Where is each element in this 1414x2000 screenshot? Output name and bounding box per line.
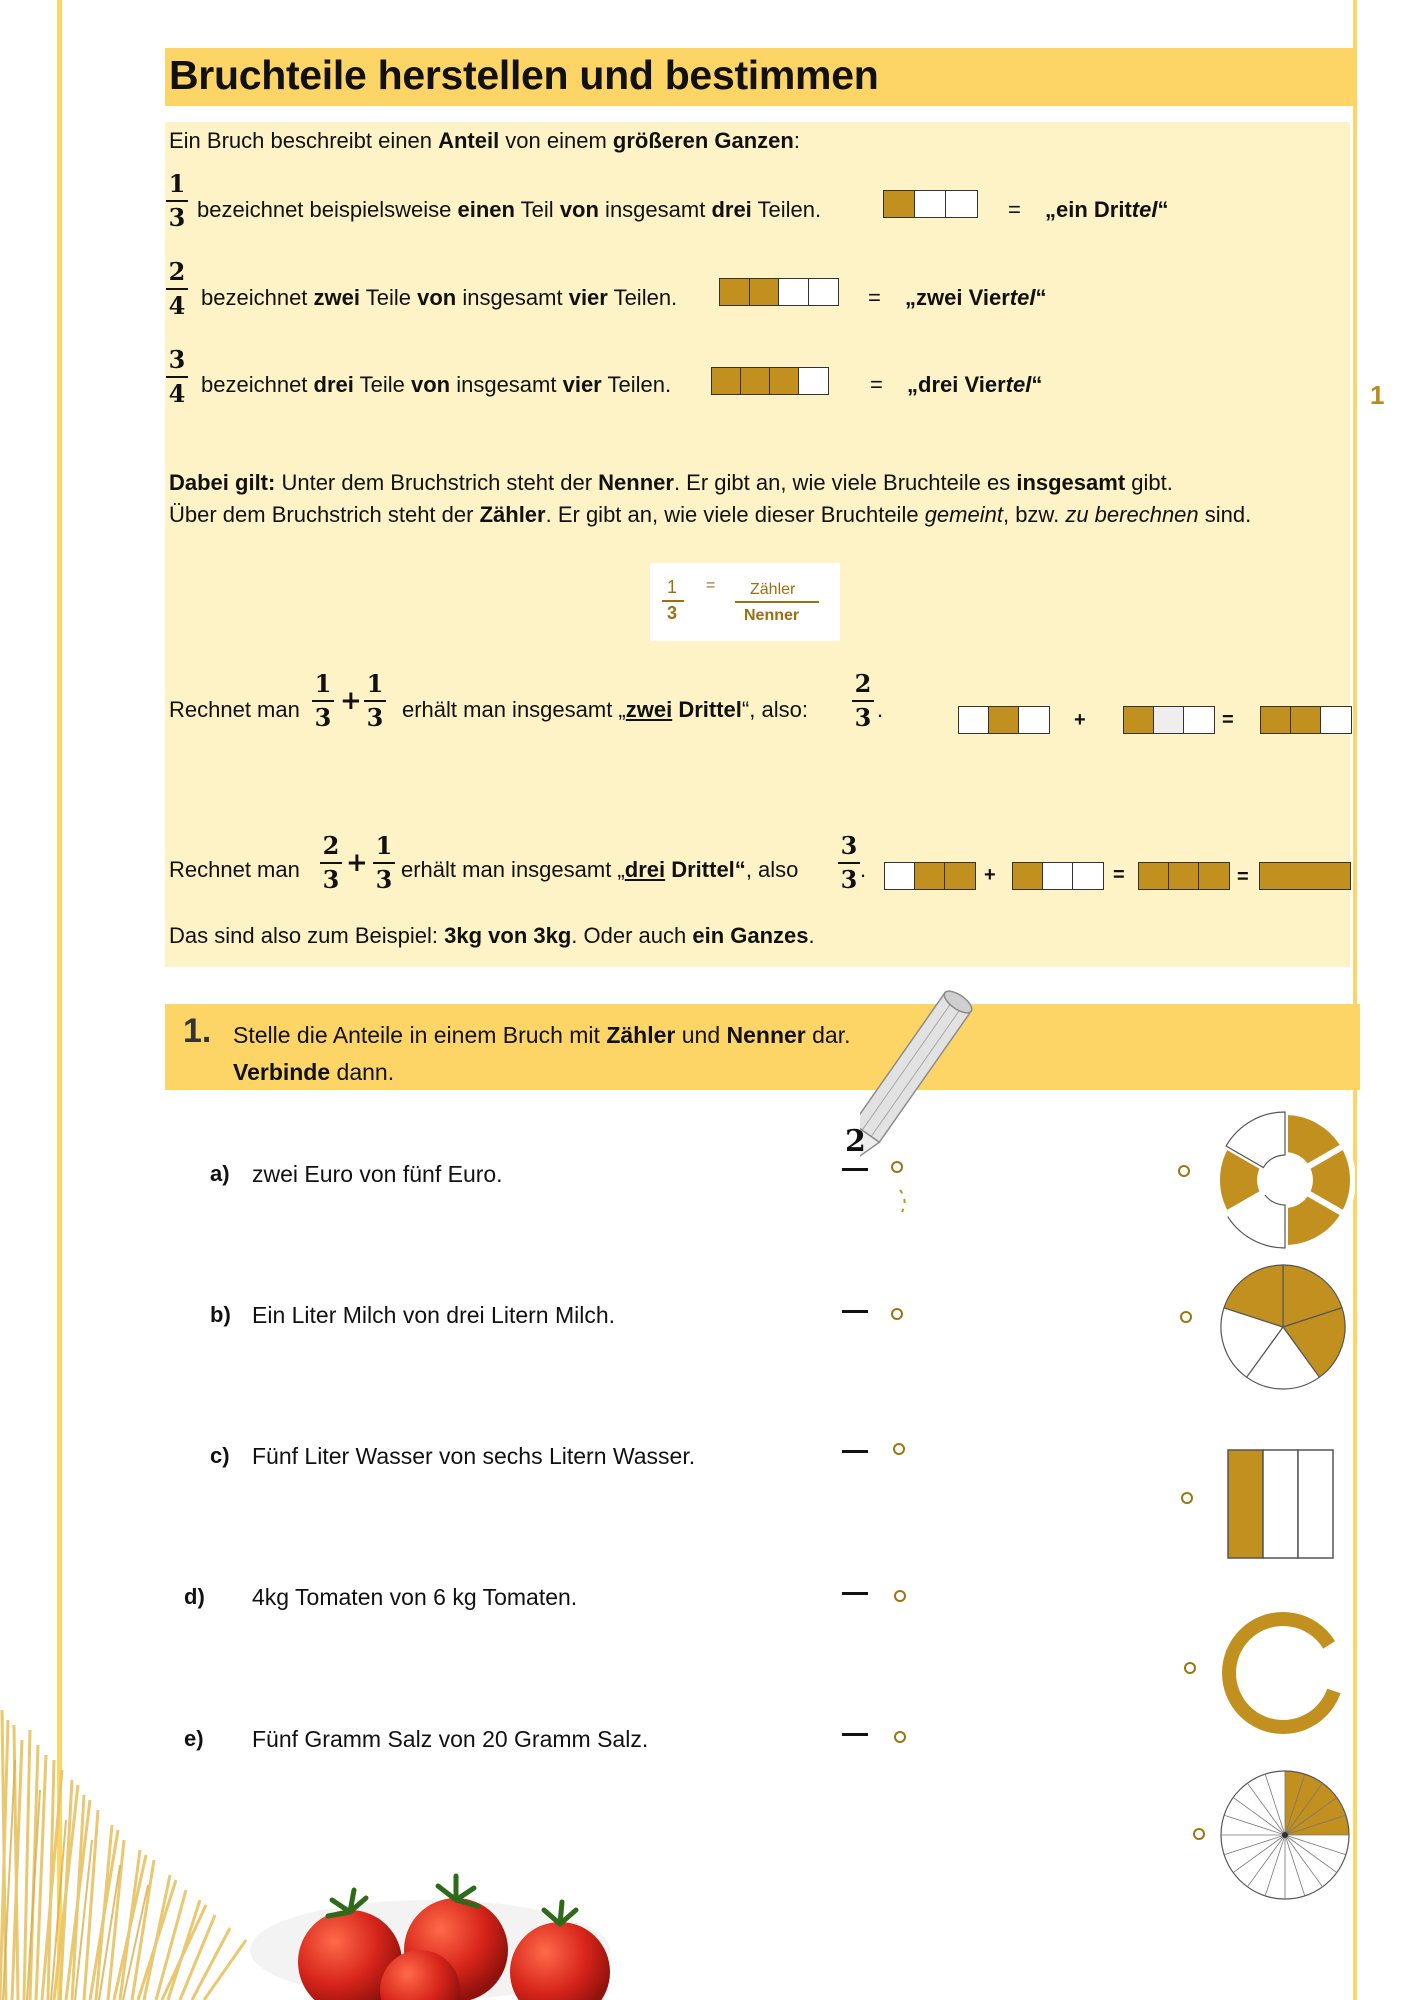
fraction-bar-1-3	[883, 190, 978, 218]
fraction-name-3: „drei Viertel“	[907, 372, 1043, 397]
connect-dot-b[interactable]	[891, 1308, 903, 1320]
bar-cell	[1139, 863, 1169, 889]
sum1-lead: Rechnet man	[169, 697, 300, 722]
item-text-a: zwei Euro von fünf Euro.	[252, 1161, 503, 1187]
example-text-2: bezeichnet zwei Teile von insgesamt vier Teilen.	[201, 285, 678, 310]
task-instruction-line2: Verbinde dann.	[233, 1059, 395, 1085]
fraction-name-1: „ein Drittel“	[1045, 197, 1169, 222]
bar-cell	[1199, 863, 1229, 889]
item-text-c: Fünf Liter Wasser von sechs Litern Wasser.	[252, 1443, 696, 1469]
pencil-icon	[860, 990, 1030, 1240]
example-fraction-1: 1 3	[166, 170, 188, 232]
fraction-bar-3-4	[711, 367, 829, 395]
sum2-fraction-b: 1 3	[373, 832, 395, 894]
formula-fraction-bar	[662, 600, 684, 602]
example-text-1: bezeichnet beispielsweise einen Teil von insgesamt drei Teilen.	[197, 197, 822, 222]
item-text-b: Ein Liter Milch von drei Litern Milch.	[252, 1302, 616, 1328]
answer-fraction-line-a[interactable]	[842, 1168, 868, 1171]
bar-cell	[915, 863, 945, 889]
bar-cell	[712, 368, 741, 394]
ring-sixths-shape	[1215, 1110, 1355, 1250]
bar-cell	[989, 707, 1019, 733]
equals-sign: =	[1008, 197, 1021, 222]
answer-fraction-line-c[interactable]	[842, 1450, 868, 1453]
item-label-d: d)	[184, 1584, 205, 1609]
bar-cell	[884, 191, 915, 217]
bar-cell	[946, 191, 977, 217]
connect-dot-shape-2[interactable]	[1180, 1311, 1192, 1323]
equals-sign: =	[1222, 709, 1234, 731]
sum1-text: erhält man insgesamt „zwei Drittel“, also:	[402, 697, 808, 722]
example-fraction-2: 2 4	[166, 258, 188, 320]
period: .	[877, 697, 884, 722]
plus-sign: +	[340, 686, 362, 716]
sum1-result-fraction: 2 3	[852, 670, 874, 732]
bar-cell	[1043, 863, 1073, 889]
example-text-3: bezeichnet drei Teile von insgesamt vier Teilen.	[201, 372, 672, 397]
formula-denominator: 3	[667, 603, 678, 623]
item-text-e: Fünf Gramm Salz von 20 Gramm Salz.	[252, 1726, 649, 1752]
fraction-bar-2-4	[719, 278, 839, 306]
equals-sign: =	[868, 285, 881, 310]
bar-cell	[1261, 707, 1291, 733]
equals-sign: =	[1113, 864, 1125, 886]
bar-cell	[1019, 707, 1049, 733]
formula-numerator: 1	[667, 577, 678, 597]
bar-cell	[720, 279, 750, 305]
connect-dot-shape-4[interactable]	[1184, 1662, 1196, 1674]
item-label-e: e)	[184, 1726, 204, 1751]
page-number: 1	[1370, 380, 1385, 410]
bar-cell	[1291, 707, 1321, 733]
numerator-denominator-diagram	[650, 563, 840, 641]
ring-shape	[1218, 1608, 1348, 1738]
answer-fraction-line-b[interactable]	[842, 1310, 868, 1313]
connect-dot-a[interactable]	[891, 1161, 903, 1173]
sum1-fraction-a: 1 3	[312, 670, 334, 732]
formula-nenner-label: Nenner	[744, 607, 800, 624]
connect-dot-shape-3[interactable]	[1181, 1492, 1193, 1504]
bar-cell	[779, 279, 809, 305]
sum2-result-fraction: 3 3	[838, 832, 860, 894]
bar-cell	[1184, 707, 1214, 733]
connect-dot-c[interactable]	[893, 1443, 905, 1455]
task-number: 1.	[183, 1012, 212, 1050]
connect-dot-shape-1[interactable]	[1178, 1165, 1190, 1177]
sum2-fraction-a: 2 3	[320, 832, 342, 894]
sum2-text: erhält man insgesamt „drei Drittel“, also	[401, 857, 799, 882]
answer-fraction-line-d[interactable]	[842, 1592, 868, 1595]
sum2-bar-b	[1012, 862, 1104, 890]
sum1-bar-a	[958, 706, 1050, 734]
bar-cell	[1321, 707, 1351, 733]
bar-cell	[799, 368, 828, 394]
connect-dot-d[interactable]	[894, 1590, 906, 1602]
sum2-lead: Rechnet man	[169, 857, 300, 882]
bar-cell	[915, 191, 946, 217]
right-margin-rule	[1353, 0, 1357, 2000]
info-box	[165, 122, 1350, 967]
rule-denominator: Dabei gilt: Unter dem Bruchstrich steht der Nenner. Er gibt an, wie viele Bruchteile es insgesamt gibt.	[169, 470, 1173, 495]
bar-cell	[770, 368, 799, 394]
rectangle-thirds-shape	[1226, 1448, 1338, 1560]
task-instruction-line1: Stelle die Anteile in einem Bruch mit Zähler und Nenner dar.	[233, 1022, 851, 1048]
sum1-bar-result	[1260, 706, 1352, 734]
bar-cell	[885, 863, 915, 889]
equals-sign: =	[1237, 866, 1249, 888]
sum2-bar-whole	[1259, 862, 1351, 890]
page-title: Bruchteile herstellen und bestimmen	[169, 52, 879, 98]
bar-cell	[809, 279, 839, 305]
answer-fraction-line-e[interactable]	[842, 1733, 868, 1736]
connect-dot-e[interactable]	[894, 1731, 906, 1743]
bar-cell	[741, 368, 770, 394]
item-label-c: c)	[210, 1443, 230, 1468]
sum1-bar-b	[1123, 706, 1215, 734]
formula-zaehler-label: Zähler	[750, 581, 796, 598]
plus-sign: +	[1074, 709, 1086, 731]
example-fraction-3: 3 4	[166, 346, 188, 408]
rule-numerator: Über dem Bruchstrich steht der Zähler. Er gibt an, wie viele dieser Bruchteile gemeint, bzw. zu berechnen sind.	[169, 502, 1252, 527]
sum2-bar-result	[1138, 862, 1230, 890]
bar-cell	[1154, 707, 1184, 733]
sum2-bar-a	[884, 862, 976, 890]
item-label-b: b)	[210, 1302, 231, 1327]
equals-sign: =	[870, 372, 883, 397]
bar-cell	[1169, 863, 1199, 889]
item-text-d: 4kg Tomaten von 6 kg Tomaten.	[252, 1584, 578, 1610]
fraction-name-2: „zwei Viertel“	[905, 285, 1047, 310]
plus-sign: +	[346, 848, 368, 878]
answer-numerator-a[interactable]: 2	[845, 1124, 866, 1159]
period: .	[860, 857, 867, 882]
item-label-a: a)	[210, 1161, 230, 1186]
pie-fifths-shape	[1218, 1262, 1348, 1392]
bar-cell	[1124, 707, 1154, 733]
formula-word-bar	[735, 601, 819, 603]
plus-sign: +	[984, 864, 996, 886]
bar-cell	[1073, 863, 1103, 889]
intro-line: Ein Bruch beschreibt einen Anteil von einem größeren Ganzen:	[169, 128, 800, 153]
example-line: Das sind also zum Beispiel: 3kg von 3kg. Oder auch ein Ganzes.	[169, 923, 815, 948]
bar-cell	[1260, 863, 1350, 889]
pasta-tomato-illustration	[0, 1700, 700, 2000]
pie-twentieths-shape	[1218, 1768, 1352, 1902]
bar-cell	[945, 863, 975, 889]
bar-cell	[750, 279, 780, 305]
bar-cell	[959, 707, 989, 733]
connect-dot-shape-5[interactable]	[1193, 1828, 1205, 1840]
bar-cell	[1013, 863, 1043, 889]
formula-equals: =	[706, 577, 716, 594]
sum1-fraction-b: 1 3	[364, 670, 386, 732]
